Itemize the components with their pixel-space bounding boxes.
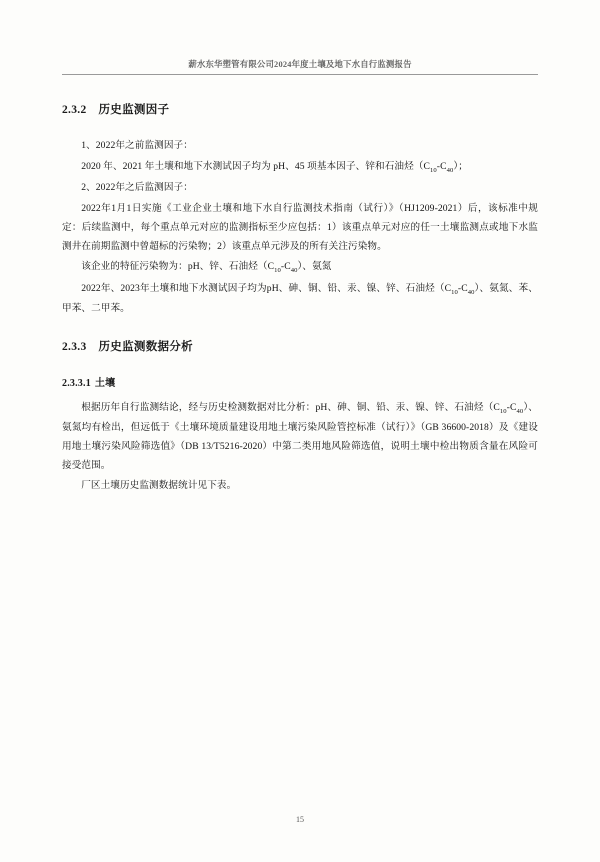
page-header: 薪水东华塑管有限公司2024年度土壤及地下水自行监测报告 xyxy=(62,58,538,75)
paragraph-soil-analysis: 根据历年自行监测结论，经与历史检测数据对比分析：pH、砷、铜、铅、汞、镍、锌、石油烃$(C_{10}-C_{40})$、氨氮均有检出，但远低于《土壤环境质量建设用地土壤污染风险管控标准（试行）》（GB 36600-2018）及《建设用地土壤污染风险筛选值》（DB 13/T5216-2020）中第二类用地风险筛选值，说明土壤中检出物质含量在风险可接受范围。 xyxy=(62,402,538,471)
section-title: 历史监测数据分析 xyxy=(98,341,193,354)
section-heading-2-3-3 xyxy=(62,338,538,354)
paragraph-pre2022-body: 2020 年、2021 年土壤和地下水测试因子均为 pH、45 项基本因子、锌和石油烃$(C_{10}-C_{40})$； xyxy=(81,160,468,174)
paragraph-standard-2022: 2022年1月1日实施《工业企业土壤和地下水自行监测技术指南（试行）》（HJ1209-2021）后，该标准中规定：后续监测中，每个重点单元对应的监测指标至少应包括：1）该重点单元对应的任一土壤监测点或地下水监测井在前期监测中曾超标的污染物；2）该重点单元涉及的所有关注污染物。 xyxy=(62,203,538,252)
section-number: 2.3.3 xyxy=(62,341,87,354)
paragraph-soil-table-note: 厂区土壤历史监测数据统计见下表。 xyxy=(81,480,237,492)
subsection-title: 土壤 xyxy=(94,378,116,390)
paragraph-characteristic-pollutants: 该企业的特征污染物为：pH、锌、石油烃$(C_{10}-C_{40})$、氨氮 xyxy=(81,261,332,275)
paragraph-pre2022-label: 1、2022年之前监测因子： xyxy=(81,140,193,151)
subsection-number: 2.3.3.1 xyxy=(62,378,91,390)
section-title: 历史监测因子 xyxy=(98,104,170,116)
section-2-3-3 xyxy=(62,338,538,496)
paragraph-factors-2022-2023: 2022年、2023年土壤和地下水测试因子均为pH、砷、铜、铅、汞、镍、锌、石油烃$(C_{10}-C_{40})$、氨氮、苯、甲苯、二甲苯。 xyxy=(62,283,538,314)
section-number: 2.3.2 xyxy=(62,104,87,116)
section-heading-2-3-2 xyxy=(62,101,538,117)
subsection-heading-2-3-3-1 xyxy=(62,374,538,389)
section-2-3-2 xyxy=(62,101,538,318)
paragraph-post2022-label: 2、2022年之后监测因子： xyxy=(81,182,193,194)
page-footer: 15 xyxy=(296,815,304,824)
